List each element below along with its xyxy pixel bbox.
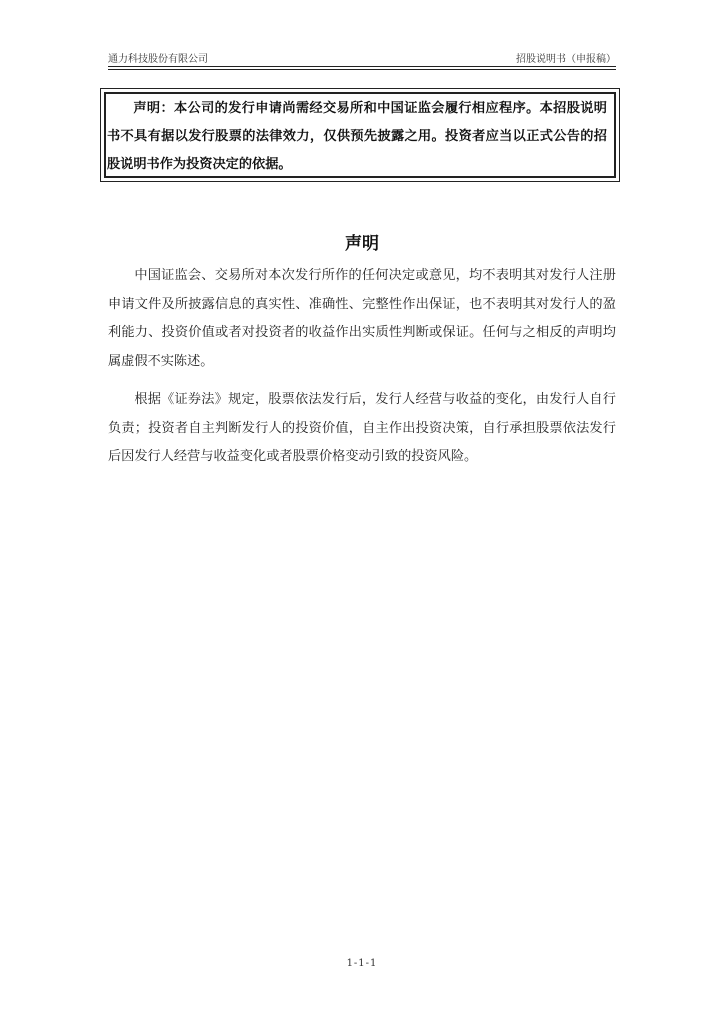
header-rule-thin: [108, 69, 616, 70]
header-rule-thick: [108, 66, 616, 67]
page-header: [108, 50, 616, 66]
header-company-name: 通力科技股份有限公司: [108, 54, 208, 65]
notice-box: [100, 88, 620, 182]
paragraph: 根据《证券法》规定，股票依法发行后，发行人经营与收益的变化，由发行人自行负责；投资者自主判断发行人的投资价值，自主作出投资决策，自行承担股票依法发行后因发行人经营与收益变化或者股票价格变动引致的投资风险。: [108, 392, 616, 464]
page-number: 1-1-1: [346, 958, 378, 969]
section-title: 声明: [345, 234, 379, 254]
paragraph: 中国证监会、交易所对本次发行所作的任何决定或意见，均不表明其对发行人注册申请文件及所披露信息的真实性、准确性、完整性作出保证，也不表明其对发行人的盈利能力、投资价值或者对投资者的收益作出实质性判断或保证。任何与之相反的声明均属虚假不实陈述。: [108, 268, 616, 369]
notice-text: 声明：本公司的发行申请尚需经交易所和中国证监会履行相应程序。本招股说明书不具有据以发行股票的法律效力，仅供预先披露之用。投资者应当以正式公告的招股说明书作为投资决定的依据。: [107, 101, 607, 172]
header-document-type: 招股说明书（申报稿）: [516, 54, 616, 65]
